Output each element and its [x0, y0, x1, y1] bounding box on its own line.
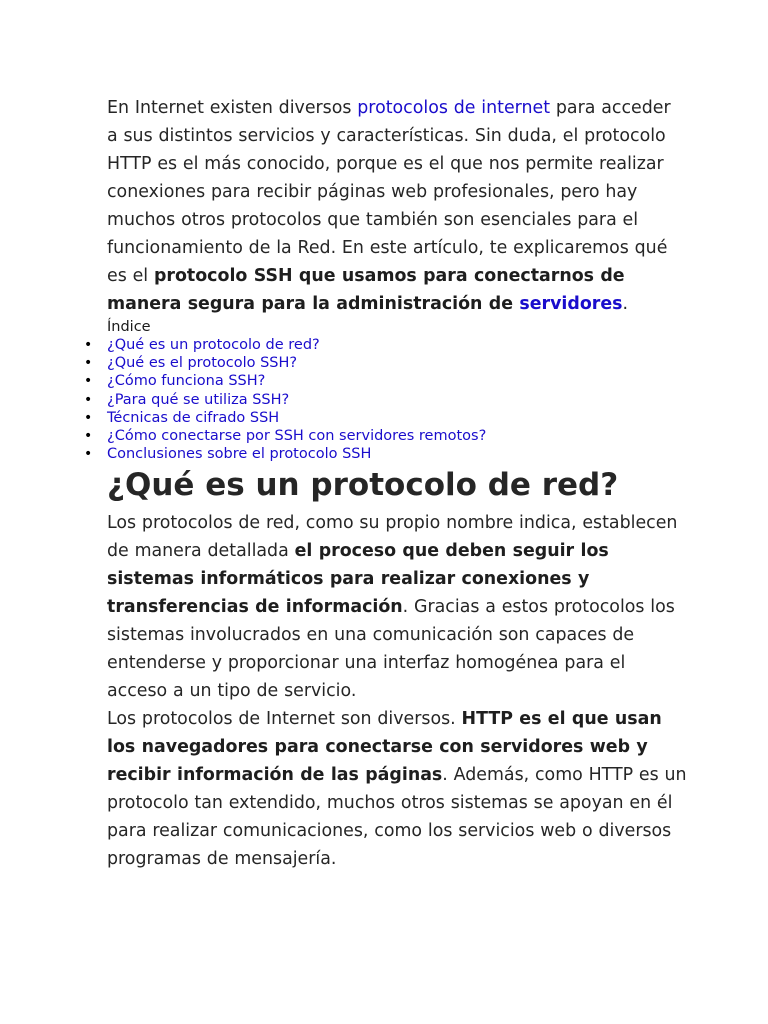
intro-bold-text: protocolo SSH que usamos para conectarnos de manera segura para la administración de	[107, 266, 625, 314]
bullet-icon: •	[84, 446, 93, 463]
section-paragraph-2	[107, 705, 687, 873]
toc-title: Índice	[107, 319, 151, 335]
para1-bold-text: el proceso que deben seguir los sistemas informáticos para realizar conexiones y transferencias de información	[107, 541, 609, 618]
intro-text-1: En Internet existen diversos	[107, 98, 358, 118]
intro-paragraph	[107, 94, 687, 318]
section-heading: ¿Qué es un protocolo de red?	[107, 467, 619, 504]
toc-item	[84, 409, 687, 427]
para1-text-2: . Gracias a estos protocolos los sistemas involucrados en una comunicación son capaces de entenderse y proporcionar una interfaz homogénea para el acceso a un tipo de servicio.	[107, 597, 675, 702]
table-of-contents	[84, 336, 687, 463]
toc-item	[84, 391, 687, 409]
toc-link-ssh-encryption[interactable]: Técnicas de cifrado SSH	[107, 409, 280, 426]
bullet-icon: •	[84, 428, 93, 445]
toc-item	[84, 427, 687, 445]
para2-bold-text: HTTP es el que usan los navegadores para conectarse con servidores web y recibir información de las páginas	[107, 709, 662, 786]
para2-text-2: . Además, como HTTP es un protocolo tan extendido, muchos otros sistemas se apoyan en él para realizar comunicaciones, como los servicios web o diversos programas de mensajería.	[107, 765, 687, 870]
internet-protocols-link[interactable]: protocolos de internet	[357, 98, 551, 118]
toc-link-conclusions[interactable]: Conclusiones sobre el protocolo SSH	[107, 446, 372, 463]
intro-text-3: .	[622, 294, 629, 314]
bullet-icon: •	[84, 391, 93, 408]
article-body	[84, 94, 687, 873]
toc-link-how-ssh-works[interactable]: ¿Cómo funciona SSH?	[107, 373, 266, 390]
bullet-icon: •	[84, 409, 93, 426]
para1-text-1: Los protocolos de red, como su propio nombre indica, establecen de manera detallada	[107, 513, 678, 562]
servers-link[interactable]: servidores	[519, 294, 623, 314]
toc-item	[84, 354, 687, 372]
toc-link-ssh-connect[interactable]: ¿Cómo conectarse por SSH con servidores remotos?	[107, 428, 487, 445]
toc-item	[84, 372, 687, 390]
section-paragraph-1	[107, 509, 687, 705]
bullet-icon: •	[84, 373, 93, 390]
intro-text-2: para acceder a sus distintos servicios y características. Sin duda, el protocolo HTTP es el más conocido, porque es el que nos permite realizar conexiones para recibir páginas web profesionales, pero hay muchos otros protocolos que también son esenciales para el funcionamiento de la Red. En este artículo, te explicaremos qué es el	[107, 98, 671, 286]
bullet-icon: •	[84, 337, 93, 353]
bullet-icon: •	[84, 355, 93, 372]
toc-link-ssh-protocol[interactable]: ¿Qué es el protocolo SSH?	[107, 355, 298, 372]
toc-item	[84, 336, 687, 354]
toc-link-ssh-uses[interactable]: ¿Para qué se utiliza SSH?	[107, 391, 290, 408]
para2-text-1: Los protocolos de Internet son diversos.	[107, 709, 462, 730]
toc-link-network-protocol[interactable]: ¿Qué es un protocolo de red?	[107, 337, 320, 353]
toc-item	[84, 445, 687, 463]
